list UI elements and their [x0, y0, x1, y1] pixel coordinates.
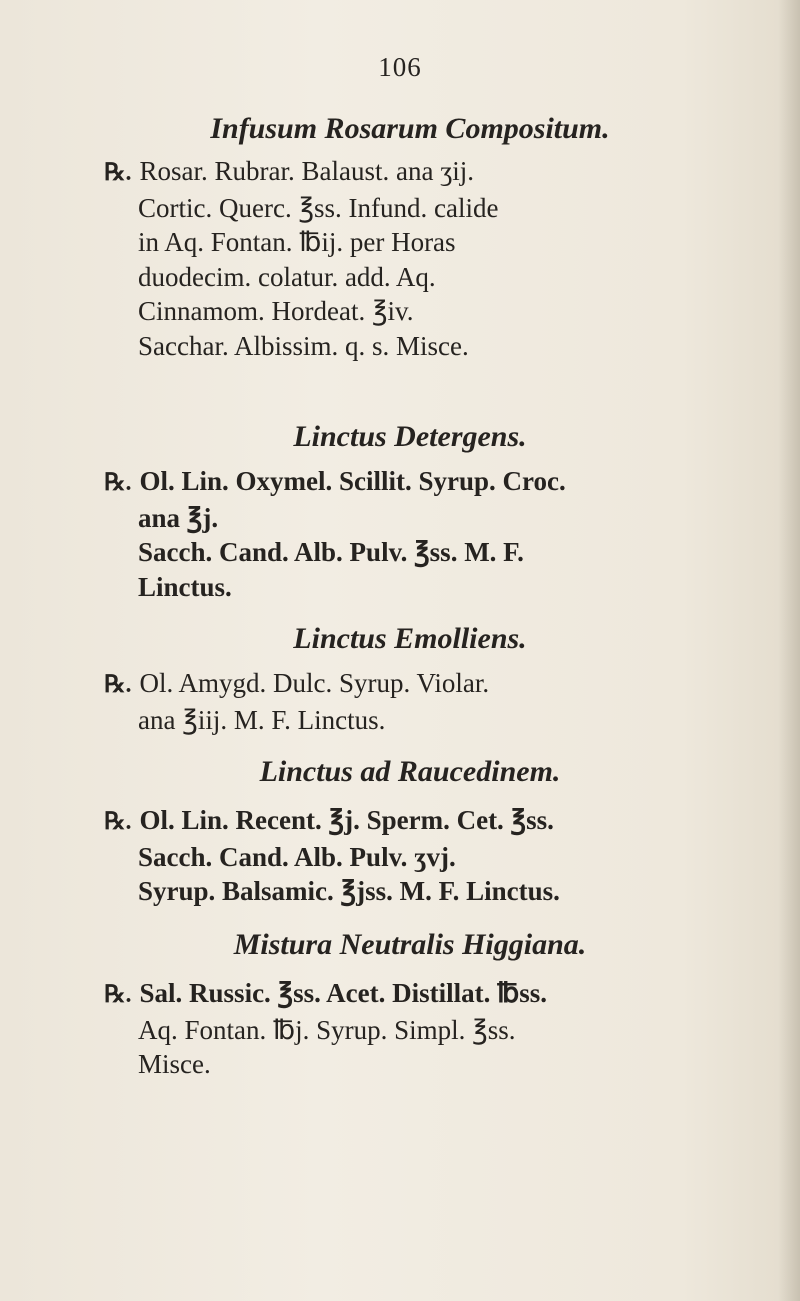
recipe-line: Aq. Fontan. ℔j. Syrup. Simpl. ℥ss. — [138, 1014, 516, 1045]
recipe-symbol: ℞. — [104, 982, 132, 1008]
recipe-linctus-detergens — [0, 420, 800, 604]
recipe-linctus-emolliens — [0, 622, 800, 737]
recipe-line: Sacch. Cand. Alb. Pulv. ℥ss. M. F. — [138, 537, 524, 567]
recipe-linctus-raucedinem — [0, 755, 800, 909]
recipe-line: Sacchar. Albissim. q. s. Misce. — [138, 330, 469, 361]
recipe-body — [0, 803, 800, 909]
recipe-symbol: ℞. — [104, 160, 132, 186]
recipe-title: Mistura Neutralis Higgiana. — [233, 928, 587, 961]
recipe-line: Cortic. Querc. ℥ss. Infund. calide — [138, 192, 499, 223]
recipe-line: ana ℥j. — [138, 502, 219, 533]
recipe-body — [0, 976, 800, 1082]
recipe-body — [0, 464, 800, 604]
page-number: 106 — [378, 52, 422, 82]
recipe-symbol: ℞. — [104, 672, 132, 698]
recipe-line: Linctus. — [138, 571, 232, 602]
recipe-line: Cinnamom. Hordeat. ℥iv. — [138, 296, 414, 326]
recipe-line: Sacch. Cand. Alb. Pulv. ʒvj. — [138, 841, 456, 872]
recipe-body — [0, 666, 800, 737]
recipe-line: ℞. Ol. Lin. Recent. ℥j. Sperm. Cet. ℥ss. — [104, 805, 554, 835]
recipe-mistura-neutralis — [0, 928, 800, 1082]
recipe-title: Infusum Rosarum Compositum. — [210, 112, 610, 145]
recipe-title: Linctus Detergens. — [293, 420, 527, 453]
recipe-infusum-rosarum — [0, 112, 800, 363]
recipe-line: ℞. Ol. Lin. Oxymel. Scillit. Syrup. Croc. — [104, 466, 566, 496]
recipe-line: Misce. — [138, 1049, 211, 1079]
recipe-title: Linctus ad Raucedinem. — [259, 755, 561, 788]
recipe-symbol: ℞. — [104, 809, 132, 835]
recipe-line: duodecim. colatur. add. Aq. — [138, 261, 436, 292]
recipe-title: Linctus Emolliens. — [293, 622, 527, 655]
recipe-line: ℞. Sal. Russic. ℥ss. Acet. Distillat. ℔ss. — [104, 978, 547, 1008]
recipe-line: ana ℥iij. M. F. Linctus. — [138, 704, 386, 735]
recipe-body — [0, 154, 800, 363]
recipe-line: ℞. Rosar. Rubrar. Balaust. ana ʒij. — [104, 156, 474, 186]
recipe-line: Syrup. Balsamic. ℥jss. M. F. Linctus. — [138, 876, 560, 906]
recipe-line: ℞. Ol. Amygd. Dulc. Syrup. Violar. — [104, 668, 490, 698]
recipe-symbol: ℞. — [104, 470, 132, 496]
recipe-line: in Aq. Fontan. ℔ij. per Horas — [138, 227, 456, 257]
